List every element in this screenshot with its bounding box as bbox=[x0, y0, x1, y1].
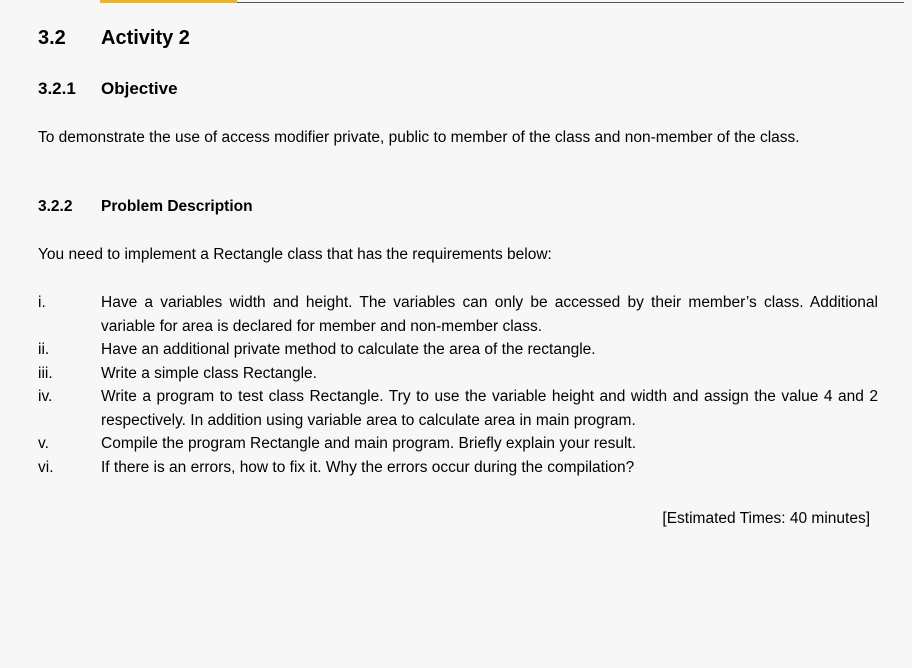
list-item-text: Write a program to test class Rectangle. Try to use the variable height and width and assign the value 4 and 2 respectively. In addition using variable area to calculate area in main program. bbox=[101, 388, 878, 429]
section-number: 3.2 bbox=[38, 27, 66, 49]
list-item-marker: iv. bbox=[38, 388, 53, 405]
list-item bbox=[38, 291, 878, 338]
list-item bbox=[38, 432, 878, 456]
section-title: Activity 2 bbox=[101, 27, 190, 49]
requirements-list bbox=[38, 291, 878, 479]
list-item-marker: iii. bbox=[38, 364, 53, 382]
problem-title: Problem Description bbox=[101, 198, 253, 215]
list-item-text: If there is an errors, how to fix it. Why the errors occur during the compilation? bbox=[101, 458, 635, 476]
list-item-marker: ii. bbox=[38, 341, 50, 358]
list-item-text: Have a variables width and height. The variables can only be accessed by their member’s class. Additional variable for area is declared for member and non-member class. bbox=[101, 294, 878, 335]
list-item bbox=[38, 456, 878, 480]
objective-number: 3.2.1 bbox=[38, 79, 76, 98]
objective-title: Objective bbox=[101, 79, 178, 98]
estimated-time: [Estimated Times: 40 minutes] bbox=[662, 510, 870, 527]
list-item-text: Compile the program Rectangle and main program. Briefly explain your result. bbox=[101, 435, 636, 452]
list-item bbox=[38, 385, 878, 432]
header-rule bbox=[237, 2, 904, 3]
objective-text: To demonstrate the use of access modifier private, public to member of the class and non-member of the class. bbox=[38, 129, 800, 146]
list-item-text: Write a simple class Rectangle. bbox=[101, 364, 317, 382]
list-item-marker: vi. bbox=[38, 458, 54, 476]
list-item bbox=[38, 362, 878, 386]
header-accent-bar bbox=[100, 0, 237, 3]
list-item-text: Have an additional private method to calculate the area of the rectangle. bbox=[101, 341, 596, 358]
problem-intro: You need to implement a Rectangle class that has the requirements below: bbox=[38, 246, 552, 263]
list-item-marker: i. bbox=[38, 294, 46, 311]
list-item bbox=[38, 338, 878, 362]
list-item-marker: v. bbox=[38, 435, 49, 452]
problem-number: 3.2.2 bbox=[38, 198, 73, 215]
